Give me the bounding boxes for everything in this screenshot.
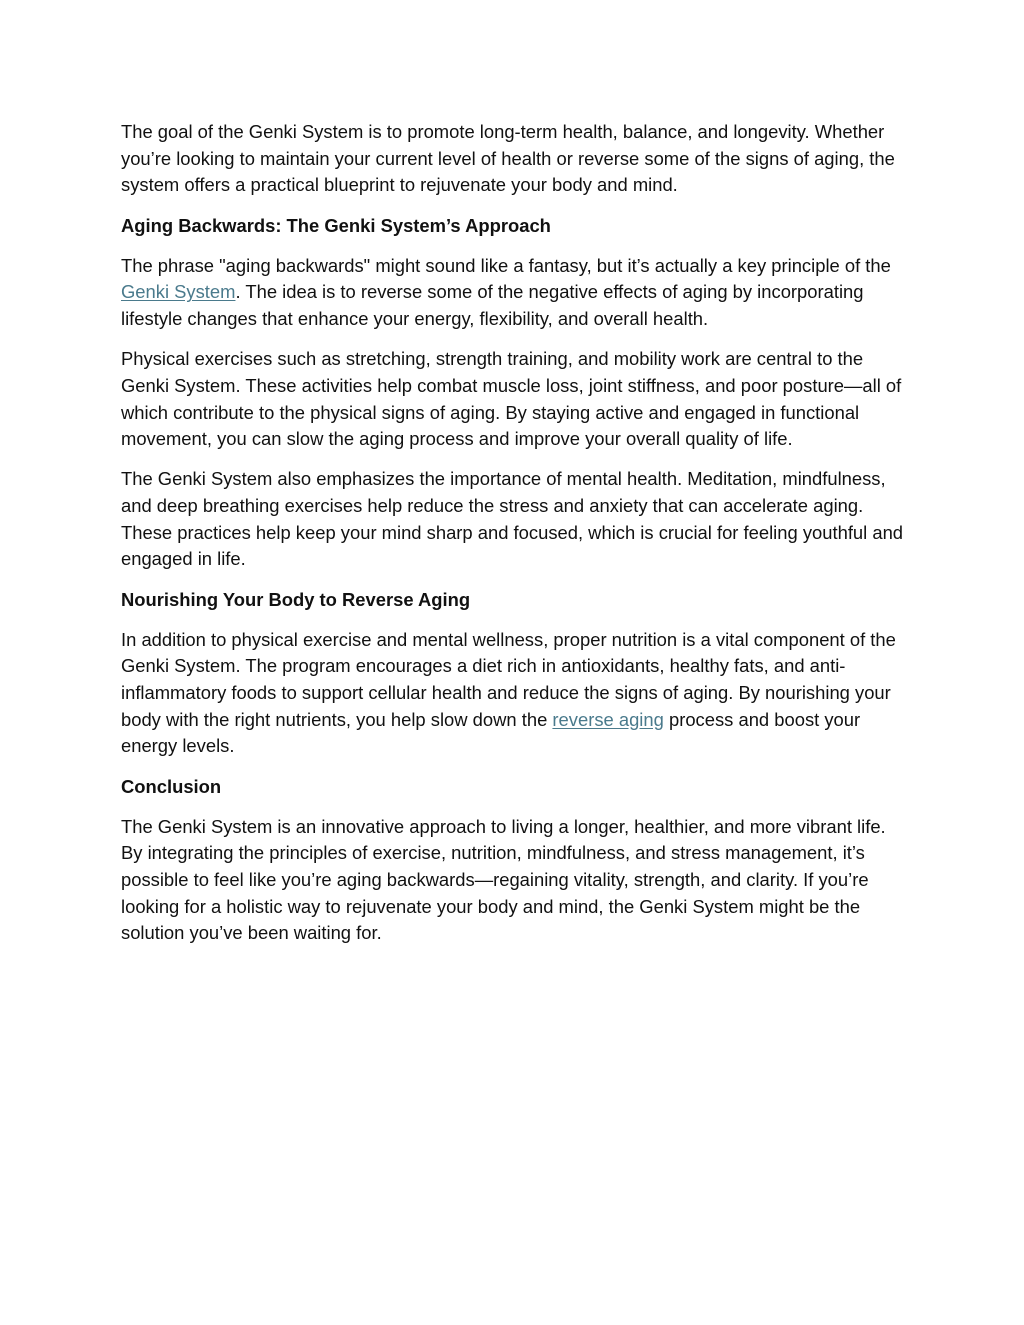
nutrition-paragraph [121, 627, 906, 761]
physical-exercise-paragraph: Physical exercises such as stretching, strength training, and mobility work are central to the Genki System. These activities help combat muscle loss, joint stiffness, and poor posture—all of which contribute to the physical signs of aging. By staying active and engaged in functional movement, you can slow the aging process and improve your overall quality of life. [121, 348, 902, 450]
document-body [121, 119, 906, 961]
paragraph-text: The phrase "aging backwards" might sound like a fantasy, but it’s actually a key principle of the [121, 254, 891, 276]
section-heading-nourishing: Nourishing Your Body to Reverse Aging [121, 588, 471, 610]
aging-backwards-paragraph [121, 253, 906, 333]
conclusion-paragraph: The Genki System is an innovative approach to living a longer, healthier, and more vibrant life. By integrating the principles of exercise, nutrition, mindfulness, and stress management, it’s possible to feel like you’re aging backwards—regaining vitality, strength, and clarity. If you’re looking for a holistic way to rejuvenate your body and mind, the Genki System might be the solution you’ve been waiting for. [121, 815, 886, 944]
paragraph-text: process and boost your energy levels. [121, 708, 861, 757]
mental-health-paragraph: The Genki System also emphasizes the importance of mental health. Meditation, mindfulness, and deep breathing exercises help reduce the stress and anxiety that can accelerate aging. These practices help keep your mind sharp and focused, which is crucial for feeling youthful and engaged in life. [121, 468, 904, 570]
section-heading-conclusion: Conclusion [121, 775, 222, 797]
paragraph-text: In addition to physical exercise and mental wellness, proper nutrition is a vital component of the Genki System. The program encourages a diet rich in antioxidants, healthy fats, and anti-inflammatory foods to support cellular health and reduce the signs of aging. By nourishing your body with the right nutrients, you help slow down the [121, 628, 896, 730]
paragraph-text: . The idea is to reverse some of the negative effects of aging by incorporating lifestyle changes that enhance your energy, flexibility, and overall health. [121, 281, 864, 329]
section-heading-aging-backwards: Aging Backwards: The Genki System’s Approach [121, 214, 551, 236]
intro-paragraph: The goal of the Genki System is to promote long-term health, balance, and longevity. Whether you’re looking to maintain your current level of health or reverse some of the signs of aging, the system offers a practical blueprint to rejuvenate your body and mind. [121, 121, 895, 196]
genki-system-link[interactable]: Genki System [121, 281, 236, 303]
reverse-aging-link[interactable]: reverse aging [552, 708, 664, 730]
